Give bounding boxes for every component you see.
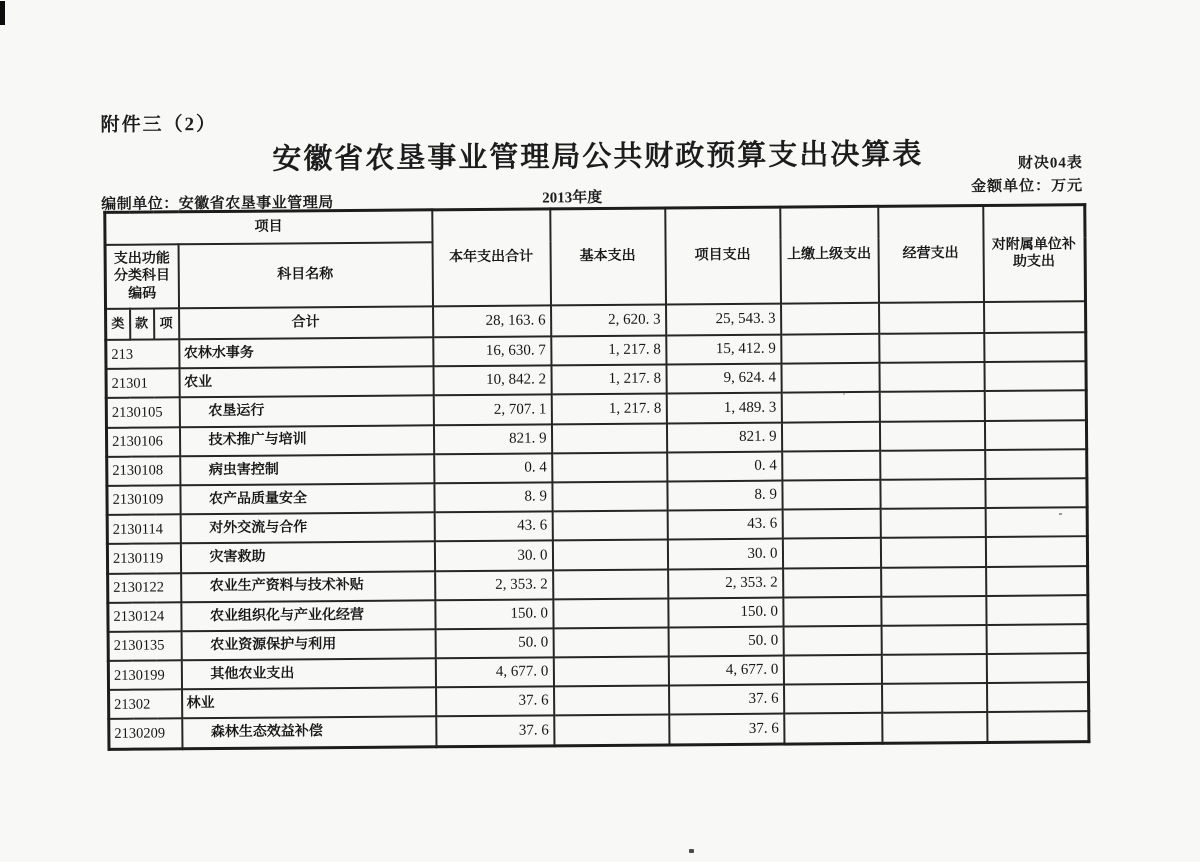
row-subsidy [984,391,1086,421]
row-upper-remit [783,626,881,656]
row-subject-name: 农业生产资料与技术补贴 [181,571,435,602]
row-year-total: 10, 842. 2 [433,366,551,396]
row-function-code: 2130106 [106,427,179,457]
page-title: 安徽省农垦事业管理局公共财政预算支出决算表 [272,138,924,176]
total-basic-expense: 2, 620. 3 [551,304,666,336]
row-project-expense: 4, 677. 0 [668,656,783,686]
row-year-total: 4, 677. 0 [435,657,553,687]
row-subject-name: 农垦运行 [179,396,433,427]
header-operating-expense: 经营支出 [878,205,984,302]
row-basic-expense [553,627,668,657]
row-project-expense: 9, 624. 4 [666,364,781,394]
row-basic-expense [551,423,666,453]
table-head [105,205,1086,340]
row-operating [879,421,984,451]
row-function-code: 2130114 [107,514,180,544]
prepared-by-label: 编制单位：安徽省农垦事业管理局 [101,195,334,213]
row-project-expense: 50. 0 [668,626,783,656]
total-year-total: 28, 163. 6 [433,305,551,337]
row-basic-expense [553,569,668,599]
table-row [109,712,1089,749]
sub-header-section: 款 [130,309,154,340]
row-subject-name: 农业资源保护与利用 [181,629,435,660]
row-function-code: 2130108 [107,456,180,486]
header-function-code: 支出功能分类科目编码 [105,244,179,309]
row-basic-expense [552,511,667,541]
row-upper-remit [781,421,879,451]
row-subsidy [987,712,1089,742]
fiscal-year-label: 2013年度 [542,189,603,207]
row-project-expense: 37. 6 [669,714,784,745]
row-upper-remit [781,334,879,364]
row-subsidy [986,653,1088,683]
row-function-code: 2130209 [109,719,182,749]
row-subsidy [984,332,1086,362]
row-basic-expense: 1, 217. 8 [551,365,666,395]
row-operating [881,566,986,596]
row-subject-name: 农产品质量安全 [180,483,434,514]
row-operating [879,362,984,392]
budget-table [103,203,1090,750]
amount-unit-label: 金额单位：万元 [971,178,1084,196]
row-year-total: 821. 9 [433,424,551,454]
row-operating [880,537,985,567]
row-basic-expense [554,686,669,716]
total-operating [879,302,984,334]
row-upper-remit [783,655,881,685]
row-subject-name: 其他农业支出 [181,658,435,689]
row-function-code: 2130109 [107,485,180,515]
row-year-total: 50. 0 [435,628,553,658]
header-project-group: 项目 [105,210,432,245]
row-subsidy [986,624,1088,654]
row-upper-remit [782,509,880,539]
row-year-total: 43. 6 [434,512,552,542]
header-upper-remit-expense: 上缴上级支出 [780,206,879,303]
row-project-expense: 8. 9 [667,481,782,511]
header-row-project [105,205,1085,245]
row-project-expense: 821. 9 [666,422,781,452]
row-subsidy [984,420,1086,450]
header-basic-expense: 基本支出 [550,208,666,305]
row-subsidy [984,361,1086,391]
row-operating [882,712,987,743]
row-basic-expense [553,598,668,628]
row-function-code: 213 [106,339,179,369]
row-subsidy [985,507,1087,537]
row-project-expense: 15, 412. 9 [666,335,781,365]
row-basic-expense [553,657,668,687]
scan-speck [1059,513,1062,515]
header-subject-name: 科目名称 [178,242,432,308]
row-subject-name: 农业 [179,366,433,397]
row-function-code: 2130105 [106,398,179,428]
row-upper-remit [781,392,879,422]
sub-header-item: 项 [154,308,179,339]
row-year-total: 8. 9 [434,482,552,512]
row-year-total: 2, 707. 1 [433,395,551,425]
row-year-total: 16, 630. 7 [433,336,551,366]
row-subject-name: 灾害救助 [180,542,434,573]
row-operating [879,391,984,421]
table-body [106,332,1089,749]
row-basic-expense [554,715,669,746]
row-subject-name: 对外交流与合作 [180,512,434,543]
row-year-total: 30. 0 [434,541,552,571]
row-upper-remit [784,713,882,743]
row-subsidy [986,566,1088,596]
sub-header-class: 类 [106,309,130,340]
row-upper-remit [783,567,881,597]
row-subject-name: 林业 [182,688,436,719]
row-subsidy [985,536,1087,566]
row-operating [881,625,986,655]
total-project-expense: 25, 543. 3 [666,304,781,336]
header-subsidy-expense: 对附属单位补助支出 [983,205,1086,302]
row-subject-name: 森林生态效益补偿 [182,717,436,749]
row-year-total: 0. 4 [434,453,552,483]
row-operating [880,479,985,509]
row-upper-remit [782,480,880,510]
row-year-total: 150. 0 [435,599,553,629]
total-subsidy [984,301,1086,333]
row-subsidy [986,595,1088,625]
row-project-expense: 1, 489. 3 [666,393,781,423]
row-subject-name: 技术推广与培训 [179,425,433,456]
row-basic-expense [552,540,667,570]
total-upper-remit [781,303,879,335]
row-function-code: 2130119 [107,544,180,574]
row-basic-expense [552,481,667,511]
row-project-expense: 43. 6 [667,510,782,540]
row-function-code: 2130122 [108,573,181,603]
attachment-label: 附件三（2） [100,113,218,136]
row-operating [879,333,984,363]
row-operating [881,654,986,684]
row-project-expense: 30. 0 [667,539,782,569]
header-year-total: 本年支出合计 [432,209,551,306]
row-operating [880,450,985,480]
row-operating [882,683,987,713]
scan-artifact-corner-bar [0,1,5,25]
row-function-code: 2130199 [108,660,181,690]
row-upper-remit [782,538,880,568]
row-project-expense: 150. 0 [668,597,783,627]
row-function-code: 21302 [109,690,182,720]
row-upper-remit [783,596,881,626]
row-upper-remit [781,363,879,393]
row-operating [880,508,985,538]
row-project-expense: 2, 353. 2 [668,568,783,598]
budget-table-container [103,203,1090,750]
total-row-label: 合计 [179,306,433,339]
row-subject-name: 农林水事务 [179,337,433,368]
row-project-expense: 37. 6 [669,685,784,715]
row-basic-expense [552,452,667,482]
row-subsidy [985,449,1087,479]
row-function-code: 21301 [106,368,179,398]
row-basic-expense: 1, 217. 8 [551,335,666,365]
row-function-code: 2130135 [108,631,181,661]
header-project-expense: 项目支出 [665,207,781,304]
row-operating [881,596,986,626]
scan-speck [689,849,694,853]
row-year-total: 37. 6 [436,687,554,717]
row-subject-name: 病虫害控制 [180,454,434,485]
row-subsidy [987,682,1089,712]
row-year-total: 37. 6 [436,716,554,747]
row-basic-expense: 1, 217. 8 [551,394,666,424]
row-function-code: 2130124 [108,602,181,632]
row-upper-remit [782,451,880,481]
row-project-expense: 0. 4 [667,451,782,481]
form-number: 财决04表 [1017,155,1083,172]
row-upper-remit [784,684,882,714]
row-subject-name: 农业组织化与产业化经营 [181,600,435,631]
row-subsidy [985,478,1087,508]
scan-speck [843,393,845,395]
row-year-total: 2, 353. 2 [435,570,553,600]
